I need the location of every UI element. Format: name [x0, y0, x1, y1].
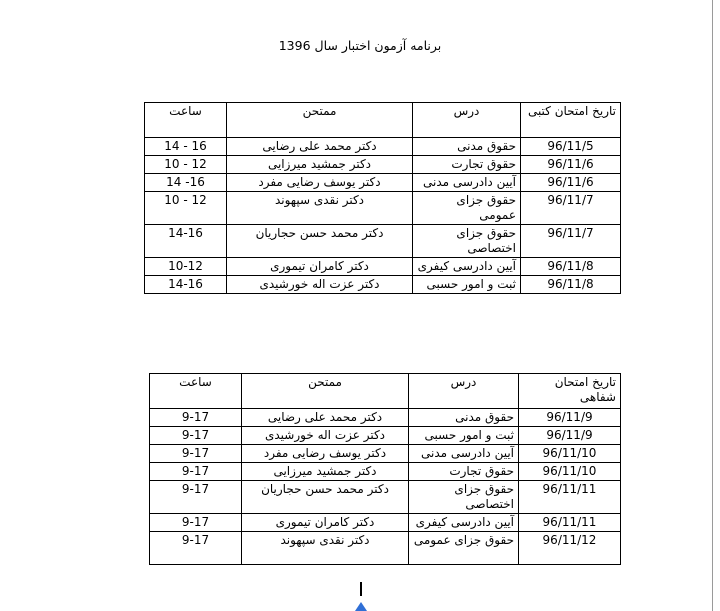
oral-exam-table: [149, 373, 621, 565]
cell-time: 10-12: [145, 258, 227, 276]
header-teacher: ممتحن: [242, 374, 409, 409]
cell-course: حقوق مدنی: [409, 409, 519, 427]
cell-teacher: دکتر نقدی سپهوند: [242, 532, 409, 565]
cell-time: 9-17: [150, 532, 242, 565]
cell-course: ثبت و امور حسبی: [409, 427, 519, 445]
text-cursor: [360, 582, 362, 596]
table-row: [150, 409, 621, 427]
cell-date: 96/11/9: [519, 427, 621, 445]
cell-date: 96/11/10: [519, 463, 621, 481]
header-course: درس: [409, 374, 519, 409]
cell-date: 96/11/7: [521, 225, 621, 258]
cell-teacher: دکتر جمشید میرزایی: [242, 463, 409, 481]
cell-time: 14-16: [145, 225, 227, 258]
cell-date: 96/11/6: [521, 174, 621, 192]
cell-date: 96/11/9: [519, 409, 621, 427]
cell-course: حقوق جزای اختصاصی: [413, 225, 521, 258]
cell-course: آیین دادرسی کیفری: [409, 514, 519, 532]
cell-course: آیین دادرسی مدنی: [409, 445, 519, 463]
header-course: درس: [413, 103, 521, 138]
cell-teacher: دکتر محمد علی رضایی: [242, 409, 409, 427]
cell-course: حقوق تجارت: [413, 156, 521, 174]
cell-teacher: دکتر عزت اله خورشیدی: [227, 276, 413, 294]
cell-time: 9-17: [150, 427, 242, 445]
table-row: [150, 445, 621, 463]
cell-teacher: دکتر کامران تیموری: [227, 258, 413, 276]
cell-time: 9-17: [150, 463, 242, 481]
header-teacher: ممتحن: [227, 103, 413, 138]
table-row: [150, 463, 621, 481]
cell-course: حقوق جزای اختصاصی: [409, 481, 519, 514]
cell-date: 96/11/8: [521, 276, 621, 294]
cell-course: آیین دادرسی کیفری: [413, 258, 521, 276]
cell-time: 9-17: [150, 514, 242, 532]
header-time: ساعت: [150, 374, 242, 409]
cell-time: 9-17: [150, 445, 242, 463]
cell-course: ثبت و امور حسبی: [413, 276, 521, 294]
table-row: [150, 532, 621, 565]
cell-time: 10 - 12: [145, 156, 227, 174]
cell-course: حقوق مدنی: [413, 138, 521, 156]
cell-course: حقوق جزای عمومی: [413, 192, 521, 225]
cell-teacher: دکتر یوسف رضایی مفرد: [227, 174, 413, 192]
cell-course: حقوق تجارت: [409, 463, 519, 481]
cell-teacher: دکتر یوسف رضایی مفرد: [242, 445, 409, 463]
cell-course: آیین دادرسی مدنی: [413, 174, 521, 192]
cell-teacher: دکتر نقدی سپهوند: [227, 192, 413, 225]
table-row: [150, 481, 621, 514]
table-row: [145, 138, 621, 156]
cell-date: 96/11/6: [521, 156, 621, 174]
written-exam-table: [144, 102, 621, 294]
cell-teacher: دکتر محمد حسن حجاریان: [227, 225, 413, 258]
cell-date: 96/11/11: [519, 514, 621, 532]
header-time: ساعت: [145, 103, 227, 138]
table-row: [145, 225, 621, 258]
cell-teacher: دکتر جمشید میرزایی: [227, 156, 413, 174]
cell-time: 10 - 12: [145, 192, 227, 225]
header-date: تاریخ امتحان شفاهی: [519, 374, 621, 409]
cell-date: 96/11/5: [521, 138, 621, 156]
cell-teacher: دکتر محمد حسن حجاریان: [242, 481, 409, 514]
page-title: برنامه آزمون اختبار سال 1396: [278, 38, 442, 53]
header-date: تاریخ امتحان کتبی: [521, 103, 621, 138]
cell-time: 9-17: [150, 481, 242, 514]
page-edge: [712, 0, 713, 611]
cell-teacher: دکتر کامران تیموری: [242, 514, 409, 532]
table-row: [145, 258, 621, 276]
cell-teacher: دکتر محمد علی رضایی: [227, 138, 413, 156]
table-row: [150, 514, 621, 532]
table-row: [145, 156, 621, 174]
table-row: [150, 427, 621, 445]
table-row: [145, 192, 621, 225]
table-row: [145, 276, 621, 294]
cell-date: 96/11/12: [519, 532, 621, 565]
cell-teacher: دکتر عزت اله خورشیدی: [242, 427, 409, 445]
cell-date: 96/11/11: [519, 481, 621, 514]
table-header-row: [150, 374, 621, 409]
cell-time: 14-16: [145, 276, 227, 294]
cell-time: 14 -16: [145, 174, 227, 192]
cell-date: 96/11/8: [521, 258, 621, 276]
cell-time: 9-17: [150, 409, 242, 427]
cell-course: حقوق جزای عمومی: [409, 532, 519, 565]
cell-date: 96/11/10: [519, 445, 621, 463]
table-header-row: [145, 103, 621, 138]
cell-time: 14 - 16: [145, 138, 227, 156]
cursor-arrow-icon: [355, 602, 367, 611]
cell-date: 96/11/7: [521, 192, 621, 225]
table-row: [145, 174, 621, 192]
